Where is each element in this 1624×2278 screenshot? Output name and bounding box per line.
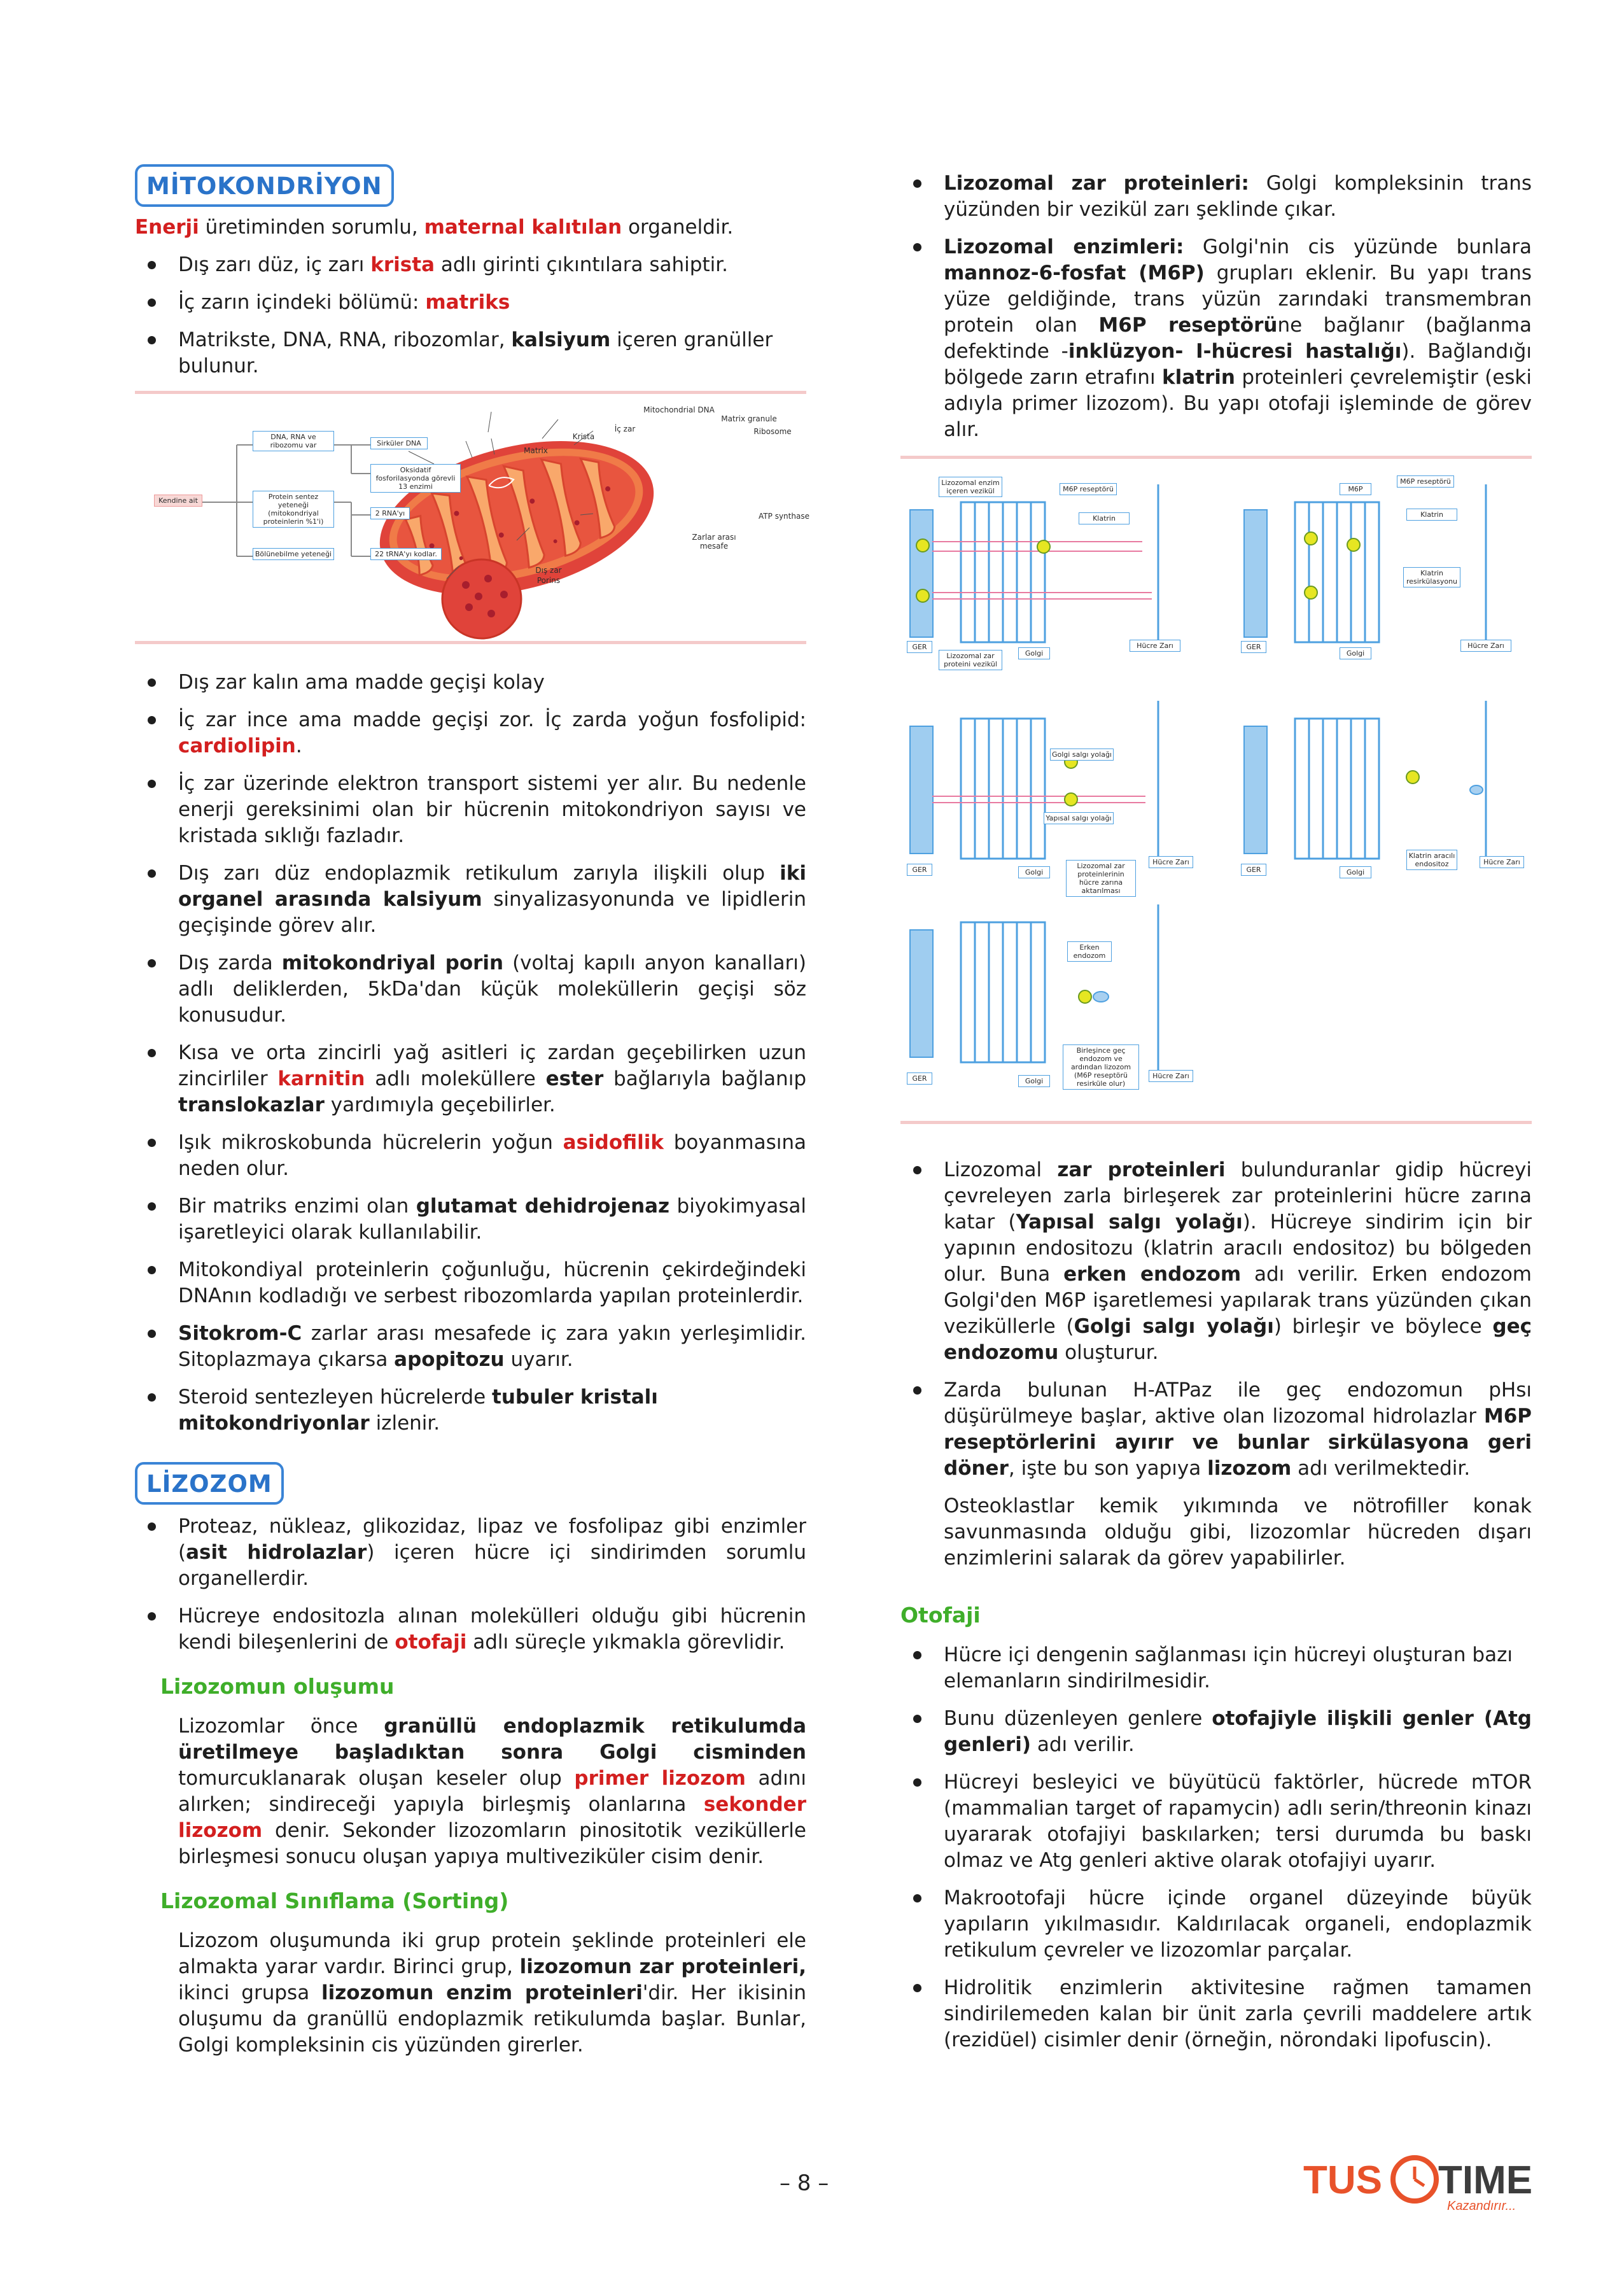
diagram-node: DNA, RNA ve ribozomu var <box>253 431 334 451</box>
fig-label: Yapısal salgı yolağı <box>1044 812 1114 824</box>
list-item: İç zar ince ama madde geçişi zor. İç zarda yoğun fosfolipid: cardiolipin. <box>135 707 806 759</box>
subheading-otofaji: Otofaji <box>900 1603 981 1628</box>
diagram-label: Porins <box>536 576 561 585</box>
list-item: Kısa ve orta zincirli yağ asitleri iç zardan geçebilirken uzun zincirliler karnitin adlı moleküllere ester bağlarıyla bağlanıp translokazlar yardımıyla geçebilirler. <box>135 1040 806 1118</box>
diagram-label: Dış zar <box>535 566 562 575</box>
fig-label: GER <box>907 1072 932 1085</box>
list-item: Mitokondiyal proteinlerin çoğunluğu, hücrenin çekirdeğindeki DNAnın kodladığı ve serbest ribozomlarda yapılan proteinlerdir. <box>135 1257 806 1309</box>
fig-label: Hücre Zarı <box>1149 1070 1193 1082</box>
fig-label: Hücre Zarı <box>1480 856 1524 868</box>
diagram-label: ATP synthase <box>759 512 809 521</box>
list-item: İç zarın içindeki bölümü: matriks <box>135 290 806 316</box>
diagram-node: Sirküler DNA <box>370 437 428 449</box>
figure-bottom-divider <box>135 641 806 644</box>
sorting-list <box>900 171 1532 443</box>
otofaji-list <box>900 1642 1532 2053</box>
fig-label: Klatrin <box>1079 512 1130 524</box>
fig-label: Golgi <box>1018 647 1050 659</box>
fig-label: Lizozomal zar proteini vezikül <box>939 650 1002 670</box>
fig-label: M6P reseptörü <box>1060 483 1117 495</box>
list-item: Hücreye endositozla alınan molekülleri olduğu gibi hücrenin kendi bileşenlerini de otofaji adlı süreçle yıkmakla görevlidir. <box>135 1603 806 1656</box>
logo-tagline: Kazandırır... <box>1447 2199 1516 2213</box>
fig-label: GER <box>1241 864 1266 876</box>
tustime-logo <box>1303 2144 1533 2220</box>
fig-label: M6P reseptörü <box>1397 475 1454 488</box>
right-column <box>900 171 1532 2065</box>
lysosome-sorting-figure <box>900 459 1532 1121</box>
diagram-label: Ribosome <box>753 427 792 436</box>
list-item: İç zar üzerinde elektron transport sistemi yer alır. Bu nedenle enerji gereksinimi olan bir hücrenin mitokondriyon sayısı ve kristada sıklığı fazladır. <box>135 771 806 849</box>
lizo-paragraph-2: Lizozom oluşumunda iki grup protein şeklinde proteinleri ele almakta yarar vardır. Birinci grup, lizozomun zar proteinleri, ikinci grupsa lizozomun enzim proteinleri'dir. Her ikisinin oluşumu da granüllü endoplazmik retikulumda başlar. Bunlar, Golgi kompleksinin cis yüzünden girerler. <box>178 1929 806 2057</box>
diagram-node: Bölünebilme yeteneği <box>253 548 334 560</box>
fig-label: Hücre Zarı <box>1130 640 1180 652</box>
section-heading-lizozom: LİZOZOM <box>135 1462 806 1505</box>
fig-label: Hücre Zarı <box>1149 856 1193 868</box>
mitochondria-illustration <box>135 394 806 641</box>
list-item: Işık mikroskobunda hücrelerin yoğun asidofilik boyanmasına neden olur. <box>135 1130 806 1182</box>
sorting-illustration <box>900 459 1532 1121</box>
mito-list-1 <box>135 252 806 379</box>
fig-label: Klatrin <box>1406 509 1457 521</box>
fig-label: GER <box>907 641 932 653</box>
lizo-paragraph-1: Lizozomlar önce granüllü endoplazmik retikulumda üretilmeye başladıktan sonra Golgi cisminden tomurcuklanarak oluşan keseler olup primer lizozom adını alırken; sindireceği yapıyla birleşmiş olanlarına sekonder lizozom denir. Sekonder lizozomların pinositotik veziküllerle birleşmesi sonucu oluşan yapıya multiveziküler cisim denir. <box>178 1715 806 1868</box>
list-item: Lizozomal zar proteinleri bulunduranlar gidip hücreyi çevreleyen zarla birleşerek zar proteinlerini hücre zarına katar (Yapısal salgı yolağı). Hücreye sindirim için bir yapının endositozu (klatrin aracılı endositoz) bu bölgeden olur. Buna erken endozom adı verilir. Erken endozom Golgi'den M6P işaretlemesi yapılarak trans yüzünden çıkan veziküllerle (Golgi salgı yolağı) birleşir ve böylece geç endozomu oluşturur. <box>900 1157 1532 1366</box>
diagram-node: Oksidatif fosforilasyonda görevli 13 enzimi <box>370 464 461 493</box>
list-item: Dış zar kalın ama madde geçişi kolay <box>135 670 806 696</box>
fig-label: Hücre Zarı <box>1460 640 1511 652</box>
list-item: Bunu düzenleyen genlere otofajiyle ilişkili genler (Atg genleri) adı verilir. <box>900 1706 1532 1758</box>
diagram-node: Protein sentez yeteneği (mitokondriyal proteinlerin %1'i) <box>253 491 334 528</box>
list-item: Dış zarı düz endoplazmik retikulum zarıyla ilişkili olup iki organel arasında kalsiyum sinyalizasyonunda ve lipidlerin geçişinde görev alır. <box>135 861 806 939</box>
fig-label: M6P <box>1340 483 1371 495</box>
lizo-list-1 <box>135 1514 806 1656</box>
fig-label: Golgi <box>1340 647 1371 659</box>
left-column <box>135 164 809 2070</box>
list-item: Matrikste, DNA, RNA, ribozomlar, kalsiyum içeren granüller bulunur. <box>135 327 806 379</box>
diagram-label: Matrix granule <box>721 414 777 423</box>
diagram-node: 2 RNA'yı <box>370 507 410 519</box>
fig-label: Lizozomal enzim içeren vezikül <box>939 477 1002 497</box>
list-item: Lizozomal zar proteinleri: Golgi kompleksinin trans yüzünden bir vezikül zarı şeklinde çıkar. <box>900 171 1532 223</box>
section-heading-mitokondriyon: MİTOKONDRİYON <box>135 164 806 207</box>
list-item: Hücreyi besleyici ve büyütücü faktörler, hücrede mTOR (mammalian target of rapamycin) adlı serin/threonin kinazı uyararak otofajiyi baskılarken; tersi durumda bu baskı olmaz ve Atg genleri aktive olarak otofajiyi uyarır. <box>900 1769 1532 1874</box>
fig-label: Golgi <box>1340 866 1371 878</box>
fig-label: Lizozomal zar proteinlerinin hücre zarına aktarılması <box>1066 860 1136 897</box>
list-item: Proteaz, nükleaz, glikozidaz, lipaz ve fosfolipaz gibi enzimler (asit hidrolazlar) içeren hücre içi sindirimden sorumlu organellerdir. <box>135 1514 806 1592</box>
diagram-label: İç zar <box>614 425 636 433</box>
diagram-label: Matrix <box>524 446 548 455</box>
list-item: Dış zarda mitokondriyal porin (voltaj kapılı anyon kanalları) adlı deliklerden, 5kDa'dan küçük moleküllerin geçişi söz konusudur. <box>135 950 806 1029</box>
mito-list-2 <box>135 670 806 1437</box>
fig-label: Klatrin resirkülasyonu <box>1403 567 1460 587</box>
subheading-lizozomal-siniflama: Lizozomal Sınıflama (Sorting) <box>160 1888 509 1913</box>
sorting-list-2 <box>900 1157 1532 1482</box>
logo-tus-text: TUS <box>1303 2158 1382 2202</box>
osteoklast-paragraph: Osteoklastlar kemik yıkımında ve nötrofiller konak savunmasında olduğu gibi, lizozomlar hücreden dışarı enzimlerini salarak da görev yapabilirler. <box>944 1494 1532 1570</box>
list-item: Zarda bulunan H-ATPaz ile geç endozomun pHsı düşürülmeye başlar, aktive olan lizozomal hidrolazlar M6P reseptörlerini ayırır ve bunlar sirkülasyona geri döner, işte bu son yapıya lizozom adı verilmektedir. <box>900 1377 1532 1482</box>
subheading-lizozomun-olusumu: Lizozomun oluşumu <box>160 1674 395 1699</box>
diagram-label: Mitochondrial DNA <box>643 405 715 414</box>
diagram-label: Zarlar arası mesafe <box>692 533 736 551</box>
list-item: Makrootofaji hücre içinde organel düzeyinde büyük yapıların yıkılmasıdır. Kaldırılacak organeli, endoplazmik retikulum çevreler ve lizozomlar parçalar. <box>900 1885 1532 1964</box>
logo-time-text: TIME <box>1438 2158 1533 2202</box>
list-item: Hidrolitik enzimlerin aktivitesine rağmen tamamen sindirilemeden kalan bir ünit zarla çevrili maddelere artık (rezidüel) cisimler denir (örneğin, nörondaki lipofuscin). <box>900 1975 1532 2053</box>
logo-graphic <box>1303 2144 1533 2220</box>
list-item: Lizozomal enzimleri: Golgi'nin cis yüzünde bunlara mannoz-6-fosfat (M6P) grupları eklenir. Bu yapı trans yüze geldiğinde, trans yüzün zarındaki transmembran protein olan M6P reseptörüne bağlanır (bağlanma defektinde -inklüzyon- I-hücresi hastalığı). Bağlandığı bölgede zarın etrafını klatrin proteinleri çevrelemiştir (eski adıyla primer lizozom). Bu yapı otofaji işleminde de görev alır. <box>900 234 1532 443</box>
list-item: Sitokrom-C zarlar arası mesafede iç zara yakın yerleşimlidir. Sitoplazmaya çıkarsa apopitozu uyarır. <box>135 1321 806 1373</box>
mitochondria-figure <box>135 394 809 641</box>
fig-label: Golgi <box>1018 1075 1050 1087</box>
page-number: – 8 – <box>780 2170 829 2196</box>
fig-label: Klatrin aracılı endositoz <box>1406 850 1457 870</box>
list-item: Dış zarı düz, iç zarı krista adlı girinti çıkıntılara sahiptir. <box>135 252 806 278</box>
fig-label: Golgi salgı yolağı <box>1050 749 1114 761</box>
diagram-node: 22 tRNA'yı kodlar. <box>370 548 442 560</box>
diagram-node: Kendine ait <box>154 495 202 507</box>
fig-label: Erken endozom <box>1067 941 1112 962</box>
fig-label: GER <box>1241 641 1266 653</box>
mito-intro: Enerji üretiminden sorumlu, maternal kalıtılan organeldir. <box>135 216 734 239</box>
fig-label: GER <box>907 864 932 876</box>
fig-label: Golgi <box>1018 866 1050 878</box>
diagram-label: Krista <box>572 432 595 441</box>
list-item: Steroid sentezleyen hücrelerde tubuler kristalı mitokondriyonlar izlenir. <box>135 1384 806 1437</box>
list-item: Hücre içi dengenin sağlanması için hücreyi oluşturan bazı elemanların sindirilmesidir. <box>900 1642 1532 1694</box>
fig-label: Birleşince geç endozom ve ardından lizozom (M6P reseptörü resirküle olur) <box>1063 1044 1139 1090</box>
figure-bottom-divider <box>900 1121 1532 1124</box>
list-item: Bir matriks enzimi olan glutamat dehidrojenaz biyokimyasal işaretleyici olarak kullanılabilir. <box>135 1193 806 1246</box>
